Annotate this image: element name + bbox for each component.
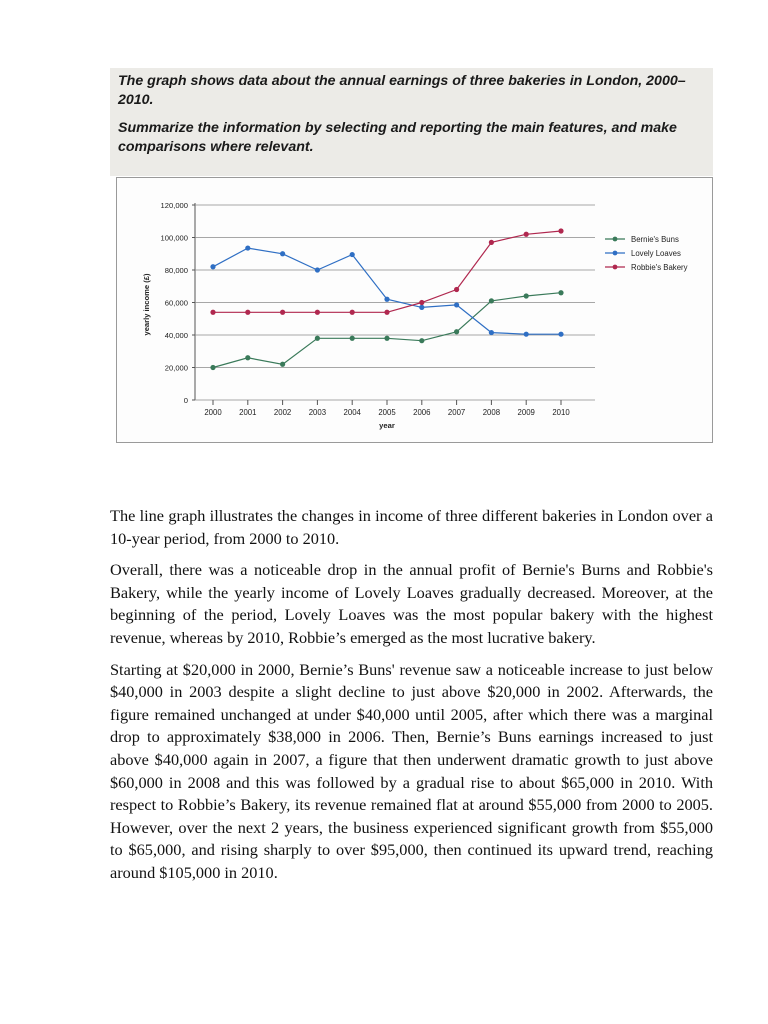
x-tick-label: 2007 [447, 408, 466, 417]
data-point-lovely-loaves [489, 330, 494, 335]
data-point-bernie-s-buns [384, 336, 389, 341]
data-point-robbie-s-bakery [315, 310, 320, 315]
legend-label-robbie-s-bakery: Robbie's Bakery [631, 262, 688, 272]
data-point-lovely-loaves [419, 305, 424, 310]
legend-marker-robbie-s-bakery [613, 265, 618, 270]
data-point-bernie-s-buns [315, 336, 320, 341]
data-point-lovely-loaves [384, 297, 389, 302]
data-point-lovely-loaves [558, 332, 563, 337]
task-prompt-box [110, 68, 713, 176]
x-tick-label: 2009 [517, 408, 535, 417]
data-point-lovely-loaves [245, 245, 250, 250]
data-point-bernie-s-buns [419, 338, 424, 343]
essay-paragraph-intro: The line graph illustrates the changes in income of three different bakeries in London over a 10-year period, from 2000 to 2010. [110, 506, 713, 548]
y-tick-label: 20,000 [164, 363, 188, 373]
data-point-robbie-s-bakery [384, 310, 389, 315]
data-point-robbie-s-bakery [524, 232, 529, 237]
y-tick-label: 100,000 [160, 233, 188, 243]
data-point-lovely-loaves [280, 251, 285, 256]
line-chart [116, 177, 713, 443]
essay-paragraph-overview: Overall, there was a noticeable drop in the annual profit of Bernie's Burns and Robbie's Bakery, while the yearly income of Lovely Loaves gradually decreased. Moreover, at the beginning of the period, Lovely Loaves was the most popular bakery with the highest revenue, whereas by 2010, Robbie’s emerged as the most lucrative bakery. [110, 560, 713, 647]
task-prompt: The graph shows data about the annual earnings of three bakeries in London, 2000–2010. [118, 73, 686, 108]
essay [110, 505, 713, 894]
data-point-bernie-s-buns [350, 336, 355, 341]
data-point-robbie-s-bakery [558, 228, 563, 233]
data-point-lovely-loaves [454, 302, 459, 307]
legend-label-bernie-s-buns: Bernie's Buns [631, 234, 679, 244]
data-point-bernie-s-buns [524, 293, 529, 298]
data-point-bernie-s-buns [489, 298, 494, 303]
series-line-lovely-loaves [213, 248, 561, 334]
chart-svg [117, 178, 712, 442]
y-tick-label: 80,000 [164, 265, 188, 275]
x-tick-label: 2008 [482, 408, 501, 417]
y-tick-label: 0 [183, 395, 188, 405]
series-line-bernie-s-buns [213, 293, 561, 368]
x-axis-title: year [379, 421, 395, 430]
essay-paragraph-details: Starting at $20,000 in 2000, Bernie’s Buns' revenue saw a noticeable increase to just below $40,000 in 2003 despite a slight decline to just above $20,000 in 2002. Afterwards, the figure remained unchanged at under $40,000 until 2005, after which there was a marginal drop to approximately $38,000 in 2006. Then, Bernie’s Buns earnings increased to just above $40,000 again in 2007, a figure that then underwent dramatic growth to just above $60,000 in 2008 and this was followed by a gradual rise to about $65,000 in 2010. With respect to Robbie’s Bakery, its revenue remained flat at around $55,000 from 2000 to 2005. However, over the next 2 years, the business experienced significant growth from $55,000 to $65,000, and rising sharply to over $95,000, then continued its upward trend, reaching around $105,000 in 2010. [110, 659, 713, 882]
data-point-lovely-loaves [350, 252, 355, 257]
y-tick-label: 60,000 [164, 298, 188, 308]
data-point-robbie-s-bakery [245, 310, 250, 315]
data-point-robbie-s-bakery [489, 240, 494, 245]
data-point-lovely-loaves [315, 267, 320, 272]
data-point-bernie-s-buns [558, 290, 563, 295]
data-point-robbie-s-bakery [454, 287, 459, 292]
x-tick-label: 2000 [204, 408, 222, 417]
y-axis-title: yearly income (£) [142, 273, 151, 336]
data-point-bernie-s-buns [245, 355, 250, 360]
data-point-robbie-s-bakery [210, 310, 215, 315]
task-instruction: Summarize the information by selecting and reporting the main features, and make comparisons where relevant. [118, 120, 677, 155]
x-tick-label: 2005 [378, 408, 396, 417]
x-tick-label: 2002 [273, 408, 292, 417]
legend-label-lovely-loaves: Lovely Loaves [631, 248, 681, 258]
y-tick-label: 40,000 [164, 330, 188, 340]
data-point-lovely-loaves [524, 332, 529, 337]
data-point-lovely-loaves [210, 264, 215, 269]
legend-marker-bernie-s-buns [613, 237, 618, 242]
data-point-robbie-s-bakery [419, 300, 424, 305]
x-tick-label: 2006 [413, 408, 431, 417]
y-tick-label: 120,000 [160, 200, 188, 210]
x-tick-label: 2010 [552, 408, 570, 417]
data-point-robbie-s-bakery [280, 310, 285, 315]
data-point-bernie-s-buns [210, 365, 215, 370]
x-tick-label: 2004 [343, 408, 361, 417]
legend-marker-lovely-loaves [613, 251, 618, 256]
data-point-bernie-s-buns [454, 329, 459, 334]
x-tick-label: 2003 [308, 408, 327, 417]
data-point-bernie-s-buns [280, 362, 285, 367]
x-tick-label: 2001 [239, 408, 257, 417]
data-point-robbie-s-bakery [350, 310, 355, 315]
